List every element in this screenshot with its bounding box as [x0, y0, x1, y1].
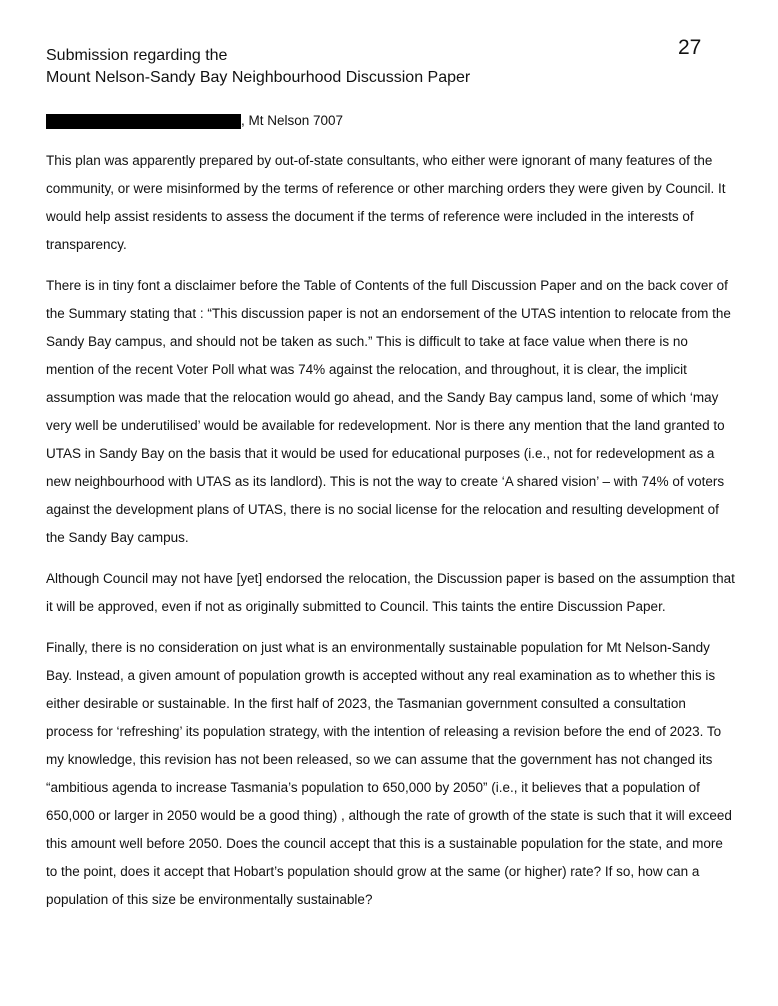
- paragraph-3: Although Council may not have [yet] endorsed the relocation, the Discussion paper is based on the assumption that it will be approved, even if not as originally submitted to Council. This taints the entire Discussion Paper.: [46, 571, 735, 614]
- title-line-2: Mount Nelson-Sandy Bay Neighbourhood Discussion Paper: [46, 69, 471, 86]
- body-text: [46, 147, 736, 927]
- sender-address: [46, 111, 343, 131]
- document-title: [46, 45, 470, 89]
- paragraph-2: There is in tiny font a disclaimer before the Table of Contents of the full Discussion Paper and on the back cover of the Summary stating that : “This discussion paper is not an endorsement of the UTAS intention to relocate from the Sandy Bay campus, and should not be taken as such.” This is difficult to take at face value when there is no mention of the recent Voter Poll what was 74% against the relocation, and throughout, it is clear, the implicit assumption was made that the relocation would go ahead, and the Sandy Bay campus land, some of which ‘may very well be underutilised’ would be available for redevelopment. Nor is there any mention that the land granted to UTAS in Sandy Bay on the basis that it would be used for educational purposes (i.e., not for redevelopment as a new neighbourhood with UTAS as its landlord). This is not the way to create ‘A shared vision’ – with 74% of voters against the development plans of UTAS, there is no social license for the relocation and resulting development of the Sandy Bay campus.: [46, 278, 731, 545]
- paragraph-1: This plan was apparently prepared by out-of-state consultants, who either were ignorant of many features of the community, or were misinformed by the terms of reference or other marching orders they were given by Council. It would help assist residents to assess the document if the terms of reference were included in the interests of transparency.: [46, 153, 726, 252]
- redacted-block: [46, 114, 241, 129]
- address-suffix: , Mt Nelson 7007: [241, 113, 344, 128]
- page-number: 27: [678, 36, 702, 59]
- title-line-1: Submission regarding the: [46, 47, 228, 64]
- paragraph-4: Finally, there is no consideration on just what is an environmentally sustainable population for Mt Nelson-Sandy Bay. Instead, a given amount of population growth is accepted without any real examination as to whether this is either desirable or sustainable. In the first half of 2023, the Tasmanian government consulted a consultation process for ‘refreshing’ its population strategy, with the intention of releasing a revision before the end of 2023. To my knowledge, this revision has not been released, so we can assume that the government has not changed its “ambitious agenda to increase Tasmania’s population to 650,000 by 2050” (i.e., it believes that a population of 650,000 or larger in 2050 would be a good thing) , although the rate of growth of the state is such that it will exceed this amount well before 2050. Does the council accept that this is a sustainable population for the state, and more to the point, does it accept that Hobart’s population should grow at the same (or higher) rate? If so, how can a population of this size be environmentally sustainable?: [46, 640, 732, 907]
